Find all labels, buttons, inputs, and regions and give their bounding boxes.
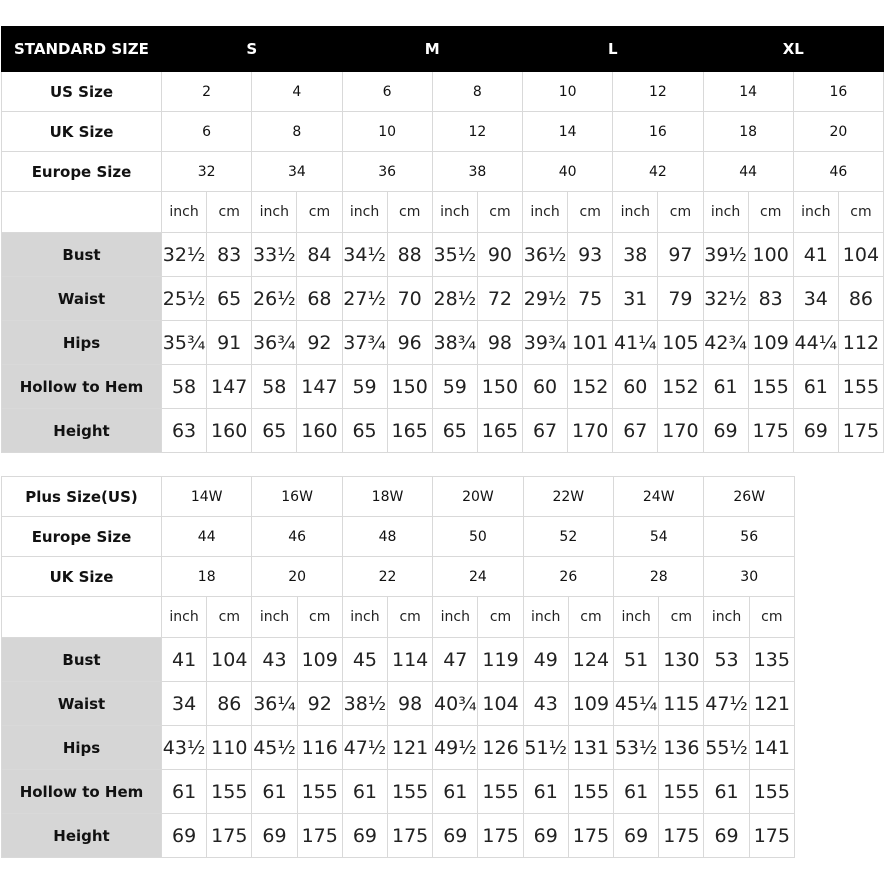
measurement-value: 33½ [252,233,297,277]
measurement-value: 63 [162,409,207,453]
measurement-value: 109 [568,682,613,726]
measurement-value: 88 [387,233,432,277]
size-value: 6 [162,112,252,152]
size-row-europe-size [2,517,795,557]
measurement-value: 155 [749,770,794,814]
size-value: 10 [342,112,432,152]
measurement-value: 67 [613,409,658,453]
measurement-value: 58 [162,365,207,409]
measurement-value: 152 [658,365,703,409]
plus-size-value: 16W [252,477,342,517]
size-value: 56 [704,517,795,557]
plus-size-value: 22W [523,477,613,517]
size-value: 12 [613,72,703,112]
unit-label: cm [388,597,433,638]
unit-label: cm [568,597,613,638]
unit-label: cm [838,192,883,233]
measurement-value: 84 [297,233,342,277]
measurement-value: 126 [478,726,523,770]
plus-size-value: 24W [614,477,704,517]
measurement-value: 47½ [704,682,749,726]
size-value: 46 [793,152,883,192]
measurement-value: 155 [838,365,883,409]
measurement-value: 170 [568,409,613,453]
measurement-row-height [2,814,795,858]
measurement-value: 61 [523,770,568,814]
measurement-value: 86 [838,277,883,321]
row-label: Bust [2,233,162,277]
unit-label: cm [297,597,342,638]
row-label: Europe Size [2,517,162,557]
measurement-value: 61 [162,770,207,814]
size-value: 46 [252,517,342,557]
measurement-value: 121 [749,682,794,726]
plus-header-row [2,477,795,517]
measurement-value: 98 [388,682,433,726]
row-label: Height [2,409,162,453]
measurement-value: 155 [568,770,613,814]
size-row-europe-size [2,152,884,192]
size-value: 20 [252,557,342,597]
measurement-value: 175 [568,814,613,858]
measurement-value: 65 [207,277,252,321]
plus-size-value: 14W [162,477,252,517]
size-value: 16 [613,112,703,152]
row-label: Waist [2,682,162,726]
measurement-value: 97 [658,233,703,277]
measurement-value: 115 [659,682,704,726]
measurement-value: 59 [342,365,387,409]
measurement-value: 70 [387,277,432,321]
unit-label: inch [613,192,658,233]
measurement-value: 43½ [162,726,207,770]
unit-label: cm [748,192,793,233]
size-group-xl: XL [703,27,884,72]
measurement-value: 141 [749,726,794,770]
unit-label: inch [342,192,387,233]
measurement-value: 104 [478,682,523,726]
measurement-value: 119 [478,638,523,682]
measurement-value: 49 [523,638,568,682]
measurement-value: 39½ [703,233,748,277]
measurement-value: 43 [523,682,568,726]
measurement-value: 34 [793,277,838,321]
measurement-value: 93 [568,233,613,277]
measurement-value: 72 [477,277,522,321]
unit-label: inch [252,192,297,233]
measurement-value: 109 [297,638,342,682]
size-value: 28 [614,557,704,597]
size-value: 22 [342,557,432,597]
unit-label: inch [523,192,568,233]
measurement-value: 175 [388,814,433,858]
size-value: 14 [703,72,793,112]
measurement-value: 49½ [433,726,478,770]
measurement-value: 45¼ [614,682,659,726]
size-value: 40 [523,152,613,192]
measurement-value: 98 [477,321,522,365]
unit-label: cm [659,597,704,638]
size-row-uk-size [2,112,884,152]
measurement-value: 175 [207,814,252,858]
size-value: 20 [793,112,883,152]
measurement-value: 61 [614,770,659,814]
row-label: UK Size [2,557,162,597]
measurement-value: 165 [477,409,522,453]
measurement-value: 147 [297,365,342,409]
size-value: 2 [162,72,252,112]
measurement-value: 40¾ [433,682,478,726]
measurement-value: 60 [523,365,568,409]
measurement-value: 53½ [614,726,659,770]
measurement-value: 152 [568,365,613,409]
measurement-value: 155 [659,770,704,814]
standard-size-heading: STANDARD SIZE [2,27,162,72]
measurement-value: 104 [838,233,883,277]
measurement-value: 69 [523,814,568,858]
measurement-value: 35½ [432,233,477,277]
measurement-value: 55½ [704,726,749,770]
unit-label: cm [568,192,613,233]
measurement-value: 43 [252,638,297,682]
unit-row [2,192,884,233]
measurement-value: 75 [568,277,613,321]
measurement-value: 45½ [252,726,297,770]
measurement-value: 60 [613,365,658,409]
measurement-value: 155 [297,770,342,814]
blank-cell [2,192,162,233]
measurement-value: 32½ [162,233,207,277]
measurement-value: 86 [207,682,252,726]
size-value: 10 [523,72,613,112]
measurement-value: 83 [207,233,252,277]
measurement-value: 150 [387,365,432,409]
measurement-value: 29½ [523,277,568,321]
measurement-value: 34 [162,682,207,726]
blank-cell [2,597,162,638]
measurement-value: 34½ [342,233,387,277]
measurement-value: 27½ [342,277,387,321]
measurement-value: 39¾ [523,321,568,365]
measurement-value: 61 [793,365,838,409]
measurement-value: 41¼ [613,321,658,365]
size-value: 24 [433,557,523,597]
measurement-value: 155 [478,770,523,814]
size-value: 44 [162,517,252,557]
measurement-value: 61 [342,770,387,814]
size-value: 14 [523,112,613,152]
measurement-value: 116 [297,726,342,770]
measurement-value: 91 [207,321,252,365]
measurement-value: 160 [207,409,252,453]
plus-size-heading: Plus Size(US) [2,477,162,517]
size-value: 4 [252,72,342,112]
measurement-row-hollow-to-hem [2,770,795,814]
plus-size-value: 18W [342,477,432,517]
measurement-value: 124 [568,638,613,682]
measurement-value: 69 [162,814,207,858]
size-value: 38 [432,152,522,192]
measurement-value: 28½ [432,277,477,321]
unit-label: inch [433,597,478,638]
measurement-value: 135 [749,638,794,682]
measurement-value: 101 [568,321,613,365]
size-value: 16 [793,72,883,112]
measurement-value: 175 [838,409,883,453]
row-label: UK Size [2,112,162,152]
measurement-value: 79 [658,277,703,321]
standard-header-row [2,27,884,72]
size-value: 42 [613,152,703,192]
measurement-value: 110 [207,726,252,770]
measurement-value: 42¾ [703,321,748,365]
measurement-value: 69 [614,814,659,858]
measurement-value: 175 [659,814,704,858]
measurement-value: 61 [433,770,478,814]
size-value: 8 [432,72,522,112]
unit-row [2,597,795,638]
measurement-value: 61 [252,770,297,814]
measurement-value: 114 [388,638,433,682]
measurement-value: 69 [793,409,838,453]
unit-label: cm [207,597,252,638]
unit-label: cm [297,192,342,233]
measurement-value: 131 [568,726,613,770]
size-value: 34 [252,152,342,192]
plus-size-value: 26W [704,477,795,517]
measurement-value: 136 [659,726,704,770]
size-group-l: L [523,27,704,72]
measurement-value: 175 [478,814,523,858]
measurement-value: 155 [748,365,793,409]
measurement-row-bust [2,638,795,682]
size-group-m: M [342,27,523,72]
measurement-value: 92 [297,682,342,726]
measurement-value: 68 [297,277,342,321]
measurement-value: 41 [162,638,207,682]
size-value: 54 [614,517,704,557]
size-value: 50 [433,517,523,557]
measurement-row-bust [2,233,884,277]
measurement-value: 36¼ [252,682,297,726]
measurement-row-hips [2,321,884,365]
size-value: 36 [342,152,432,192]
measurement-value: 67 [523,409,568,453]
measurement-value: 175 [297,814,342,858]
size-value: 18 [162,557,252,597]
row-label: Hollow to Hem [2,770,162,814]
measurement-value: 47 [433,638,478,682]
unit-label: inch [523,597,568,638]
size-row-uk-size [2,557,795,597]
measurement-value: 69 [703,409,748,453]
measurement-value: 41 [793,233,838,277]
measurement-value: 170 [658,409,703,453]
measurement-row-height [2,409,884,453]
measurement-value: 44¼ [793,321,838,365]
measurement-value: 100 [748,233,793,277]
measurement-value: 160 [297,409,342,453]
measurement-value: 109 [748,321,793,365]
measurement-value: 155 [388,770,433,814]
row-label: Hollow to Hem [2,365,162,409]
unit-label: cm [477,192,522,233]
measurement-value: 155 [207,770,252,814]
measurement-value: 32½ [703,277,748,321]
measurement-value: 104 [207,638,252,682]
measurement-row-waist [2,682,795,726]
measurement-value: 165 [387,409,432,453]
measurement-value: 121 [388,726,433,770]
size-value: 8 [252,112,342,152]
size-value: 48 [342,517,432,557]
size-value: 30 [704,557,795,597]
size-value: 44 [703,152,793,192]
measurement-value: 96 [387,321,432,365]
unit-label: cm [749,597,794,638]
row-label: US Size [2,72,162,112]
unit-label: cm [478,597,523,638]
plus-size-value: 20W [433,477,523,517]
measurement-value: 130 [659,638,704,682]
measurement-value: 25½ [162,277,207,321]
unit-label: inch [162,597,207,638]
measurement-value: 31 [613,277,658,321]
size-value: 18 [703,112,793,152]
size-value: 6 [342,72,432,112]
row-label: Height [2,814,162,858]
measurement-value: 65 [252,409,297,453]
measurement-value: 36¾ [252,321,297,365]
size-value: 26 [523,557,613,597]
row-label: Europe Size [2,152,162,192]
unit-label: cm [207,192,252,233]
unit-label: inch [704,597,749,638]
standard-size-table [1,26,884,453]
unit-label: inch [252,597,297,638]
unit-label: inch [432,192,477,233]
measurement-value: 69 [433,814,478,858]
unit-label: inch [703,192,748,233]
size-value: 12 [432,112,522,152]
row-label: Hips [2,321,162,365]
unit-label: cm [387,192,432,233]
measurement-value: 37¾ [342,321,387,365]
measurement-value: 45 [342,638,387,682]
row-label: Waist [2,277,162,321]
size-value: 32 [162,152,252,192]
measurement-value: 65 [342,409,387,453]
unit-label: inch [614,597,659,638]
measurement-value: 51½ [523,726,568,770]
measurement-value: 35¾ [162,321,207,365]
measurement-row-hollow-to-hem [2,365,884,409]
size-value: 52 [523,517,613,557]
unit-label: inch [342,597,387,638]
measurement-value: 90 [477,233,522,277]
measurement-value: 69 [252,814,297,858]
measurement-value: 38½ [342,682,387,726]
measurement-value: 51 [614,638,659,682]
measurement-value: 65 [432,409,477,453]
measurement-value: 150 [477,365,522,409]
row-label: Hips [2,726,162,770]
measurement-value: 47½ [342,726,387,770]
row-label: Bust [2,638,162,682]
unit-label: inch [162,192,207,233]
size-row-us-size [2,72,884,112]
plus-size-table [1,476,795,858]
measurement-value: 61 [703,365,748,409]
measurement-value: 69 [704,814,749,858]
measurement-value: 59 [432,365,477,409]
measurement-row-waist [2,277,884,321]
measurement-value: 69 [342,814,387,858]
measurement-value: 92 [297,321,342,365]
measurement-value: 61 [704,770,749,814]
measurement-value: 147 [207,365,252,409]
unit-label: inch [793,192,838,233]
measurement-value: 36½ [523,233,568,277]
measurement-value: 83 [748,277,793,321]
measurement-value: 112 [838,321,883,365]
measurement-row-hips [2,726,795,770]
measurement-value: 175 [749,814,794,858]
measurement-value: 38 [613,233,658,277]
measurement-value: 175 [748,409,793,453]
unit-label: cm [658,192,703,233]
measurement-value: 53 [704,638,749,682]
size-group-s: S [162,27,343,72]
measurement-value: 26½ [252,277,297,321]
measurement-value: 38¾ [432,321,477,365]
measurement-value: 58 [252,365,297,409]
measurement-value: 105 [658,321,703,365]
